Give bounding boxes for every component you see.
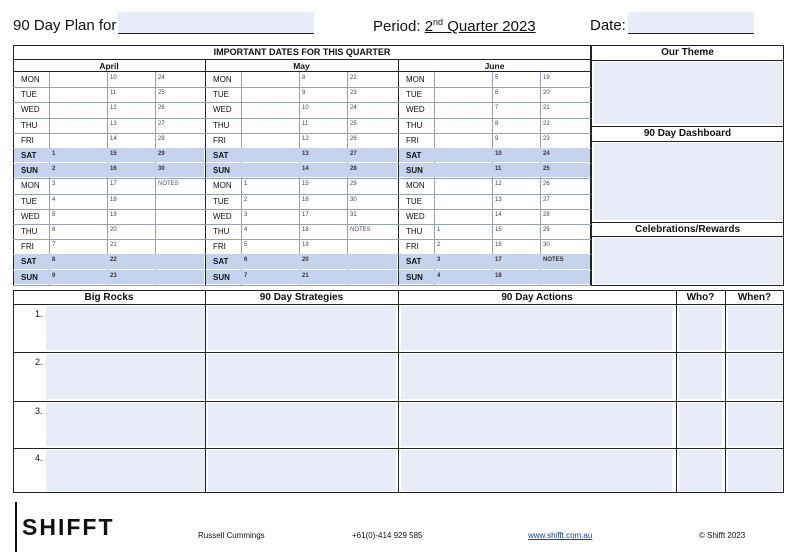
who-field[interactable] — [679, 450, 722, 491]
weekday-label: TUE — [21, 90, 37, 100]
weekday-label: TUE — [406, 90, 422, 100]
action-field[interactable] — [401, 403, 672, 446]
date-number[interactable]: 23 — [543, 135, 550, 142]
strategy-field[interactable] — [208, 450, 396, 491]
date-number[interactable]: 24 — [543, 151, 550, 157]
notes-label[interactable]: NOTES — [543, 257, 564, 264]
weekday-label: THU — [406, 120, 423, 130]
weekday-label: TUE — [21, 196, 37, 206]
date-number[interactable]: 24 — [158, 75, 165, 81]
date-number[interactable]: 9 — [52, 272, 56, 279]
date-number[interactable]: 30 — [350, 196, 357, 203]
date-number[interactable]: 3 — [244, 211, 248, 218]
date-number[interactable]: 1 — [244, 181, 248, 188]
divider — [13, 285, 205, 286]
date-number[interactable]: 7 — [244, 272, 248, 279]
date-number[interactable]: 27 — [158, 120, 165, 127]
who-field[interactable] — [679, 306, 722, 350]
date-number[interactable]: 18 — [110, 196, 117, 203]
date-number[interactable]: 30 — [158, 166, 165, 173]
who-header: Who? — [686, 292, 715, 303]
weekday-label: SAT — [406, 257, 422, 267]
date-number[interactable]: 24 — [350, 105, 357, 112]
weekday-label: TUE — [406, 196, 422, 206]
weekday-label: FRI — [406, 135, 419, 145]
date-number[interactable]: 5 — [244, 242, 248, 249]
date-number[interactable]: 10 — [495, 151, 502, 157]
theme-field[interactable] — [594, 62, 782, 124]
divider — [13, 352, 784, 353]
date-number[interactable]: 26 — [543, 181, 550, 188]
weekday-label: WED — [406, 105, 425, 115]
date-number[interactable]: 6 — [495, 90, 499, 97]
date-number[interactable]: 31 — [350, 211, 357, 218]
divider — [398, 290, 399, 493]
divider — [676, 290, 677, 493]
weekday-label: SUN — [213, 166, 230, 176]
period-value: 2nd Quarter 2023 — [424, 17, 536, 35]
weekday-label: SAT — [21, 257, 37, 267]
notes-label[interactable]: NOTES — [158, 181, 179, 188]
weekday-label: SUN — [406, 166, 423, 176]
date-number[interactable]: 18 — [495, 272, 502, 279]
date-number[interactable]: 12 — [302, 135, 309, 142]
date-number[interactable]: 5 — [495, 75, 499, 81]
date-number[interactable]: 29 — [350, 181, 357, 188]
big-rock-field[interactable] — [46, 306, 205, 350]
actions-header: 90 Day Actions — [501, 292, 573, 303]
date-number[interactable]: 12 — [495, 181, 502, 188]
date-number[interactable]: 23 — [350, 90, 357, 97]
date-number[interactable]: 1 — [52, 151, 56, 157]
month-title: May — [293, 61, 310, 71]
date-number[interactable]: 13 — [495, 196, 502, 203]
date-number[interactable]: 26 — [158, 105, 165, 112]
date-number[interactable]: 12 — [110, 105, 117, 112]
date-number[interactable]: 17 — [110, 181, 117, 188]
footer-website-link[interactable]: www.shifft.com.au — [528, 531, 593, 540]
celebrations-title: Celebrations/Rewards — [634, 224, 741, 235]
date-number[interactable]: 2 — [244, 196, 248, 203]
strategy-field[interactable] — [208, 354, 396, 399]
date-number[interactable]: 22 — [543, 120, 550, 127]
date-number[interactable]: 7 — [52, 242, 56, 249]
strategy-field[interactable] — [208, 403, 396, 446]
date-number[interactable]: 1 — [437, 227, 441, 233]
date-number[interactable]: 9 — [495, 135, 499, 142]
date-number[interactable]: 4 — [437, 272, 441, 279]
date-number[interactable]: 19 — [302, 242, 309, 249]
date-number[interactable]: 21 — [543, 105, 550, 112]
row-number: 2. — [35, 357, 43, 367]
period — [373, 17, 536, 35]
action-field[interactable] — [401, 354, 672, 399]
date-number[interactable]: 2 — [437, 242, 441, 249]
date-label: Date: — [590, 17, 626, 34]
theme-title: Our Theme — [661, 47, 714, 58]
divider — [591, 236, 784, 237]
footer-copyright: © Shifft 2023 — [699, 531, 746, 540]
who-field[interactable] — [679, 354, 722, 399]
date-number[interactable]: 15 — [302, 181, 309, 188]
footer-phone: +61(0)-414 929 585 — [352, 531, 423, 540]
date-number[interactable]: 4 — [52, 196, 56, 203]
divider — [591, 126, 784, 127]
date-number[interactable]: 10 — [302, 105, 309, 112]
action-field[interactable] — [401, 306, 672, 350]
weekday-label: WED — [213, 105, 232, 115]
action-field[interactable] — [401, 450, 672, 491]
big-rock-field[interactable] — [46, 403, 205, 446]
date-number[interactable]: 11 — [110, 90, 117, 97]
date-number[interactable]: 17 — [302, 211, 309, 218]
divider — [725, 290, 726, 493]
dashboard-field[interactable] — [594, 143, 782, 220]
date-underline — [628, 33, 754, 34]
date-number[interactable]: 19 — [543, 75, 550, 81]
date-number[interactable]: 8 — [52, 257, 56, 264]
date-number[interactable]: 15 — [495, 227, 502, 233]
weekday-label: WED — [21, 211, 40, 221]
weekday-label: MON — [406, 75, 425, 84]
when-field[interactable] — [728, 354, 782, 399]
date-number[interactable]: 26 — [350, 135, 357, 142]
big-rock-field[interactable] — [46, 354, 205, 399]
weekday-label: THU — [213, 120, 230, 130]
weekday-label: MON — [21, 181, 40, 191]
date-number[interactable]: 20 — [302, 257, 309, 264]
date-number[interactable]: 28 — [350, 166, 357, 173]
footer-rule — [15, 502, 17, 552]
date-number[interactable]: 14 — [495, 211, 502, 218]
date-number[interactable]: 22 — [350, 75, 357, 81]
weekday-label: SAT — [406, 151, 422, 160]
date-number[interactable]: 16 — [495, 242, 502, 249]
weekday-label: TUE — [213, 90, 229, 100]
date-number[interactable]: 2 — [52, 166, 56, 173]
date-number[interactable]: 28 — [543, 211, 550, 218]
when-header: When? — [737, 292, 772, 303]
when-field[interactable] — [728, 450, 782, 491]
date-number[interactable]: 27 — [350, 151, 357, 157]
weekday-label: THU — [21, 227, 38, 236]
weekday-label: WED — [21, 105, 40, 115]
weekday-label: FRI — [21, 135, 34, 145]
important-dates-title: IMPORTANT DATES FOR THIS QUARTER — [213, 47, 391, 57]
divider — [205, 285, 398, 286]
date-number[interactable]: 6 — [244, 257, 248, 264]
date-number[interactable]: 9 — [302, 90, 306, 97]
weekday-label: TUE — [213, 196, 229, 206]
weekday-label: THU — [213, 227, 230, 236]
date-field[interactable] — [628, 12, 754, 33]
weekday-label: FRI — [213, 242, 226, 252]
divider — [13, 59, 591, 60]
date-number[interactable]: 8 — [302, 75, 306, 81]
weekday-label: MON — [406, 181, 425, 191]
divider — [205, 290, 206, 493]
footer-name: Russell Cummings — [198, 531, 265, 540]
date-number[interactable]: 30 — [543, 242, 550, 249]
strategy-field[interactable] — [208, 306, 396, 350]
weekday-label: SUN — [406, 272, 423, 282]
weekday-label: MON — [213, 75, 232, 84]
date-number[interactable]: 29 — [158, 151, 165, 157]
divider — [591, 222, 784, 223]
weekday-label: FRI — [21, 242, 34, 252]
divider — [398, 285, 591, 286]
weekday-label: SUN — [21, 166, 38, 176]
divider — [13, 448, 784, 449]
date-number[interactable]: 4 — [244, 227, 248, 233]
weekday-label: SUN — [213, 272, 230, 282]
divider — [13, 401, 784, 402]
weekday-label: THU — [406, 227, 423, 236]
date-number[interactable]: 18 — [302, 227, 309, 233]
weekday-label: FRI — [213, 135, 226, 145]
date-number[interactable]: 11 — [495, 166, 502, 173]
date-number[interactable]: 25 — [350, 120, 357, 127]
row-number: 4. — [35, 453, 43, 463]
dashboard-title: 90 Day Dashboard — [643, 128, 732, 139]
who-field[interactable] — [679, 403, 722, 446]
notes-label[interactable]: NOTES — [350, 227, 371, 233]
date-number[interactable]: 13 — [302, 151, 309, 157]
row-number: 1. — [35, 309, 43, 319]
date-number[interactable]: 11 — [302, 120, 309, 127]
date-number[interactable]: 25 — [543, 166, 550, 173]
date-number[interactable]: 3 — [437, 257, 441, 264]
date-number[interactable]: 6 — [52, 227, 56, 233]
date-number[interactable]: 10 — [110, 75, 117, 81]
weekday-label: SAT — [213, 257, 229, 267]
celebrations-field[interactable] — [594, 238, 782, 284]
divider — [591, 141, 784, 142]
date-number[interactable]: 16 — [110, 166, 117, 173]
date-number[interactable]: 27 — [543, 196, 550, 203]
when-field[interactable] — [728, 403, 782, 446]
weekday-label: SAT — [21, 151, 37, 160]
date-number[interactable]: 20 — [110, 227, 117, 233]
date-number[interactable]: 21 — [110, 242, 117, 249]
date-number[interactable]: 21 — [302, 272, 309, 279]
date-number[interactable]: 14 — [110, 135, 117, 142]
date-number[interactable]: 28 — [158, 135, 165, 142]
date-number[interactable]: 29 — [543, 227, 550, 233]
date-number[interactable]: 25 — [158, 90, 165, 97]
strategies-header: 90 Day Strategies — [259, 292, 344, 303]
date-number[interactable]: 22 — [110, 257, 117, 264]
date-number[interactable]: 19 — [110, 211, 117, 218]
plan-for-label: 90 Day Plan for — [13, 17, 117, 34]
date-number[interactable]: 5 — [52, 211, 56, 218]
weekday-label: SUN — [21, 272, 38, 282]
shifft-logo: SHIFFT — [22, 514, 115, 540]
divider — [591, 60, 784, 61]
row-number: 3. — [35, 406, 43, 416]
date-number[interactable]: 3 — [52, 181, 56, 188]
weekday-label: WED — [213, 211, 232, 221]
month-title: April — [99, 61, 119, 71]
date-number[interactable]: 16 — [302, 196, 309, 203]
date-number[interactable]: 23 — [110, 272, 117, 279]
date-number[interactable]: 17 — [495, 257, 502, 264]
when-field[interactable] — [728, 306, 782, 350]
date-number[interactable]: 7 — [495, 105, 499, 112]
period-label: Period: — [373, 18, 421, 35]
date-number[interactable]: 14 — [302, 166, 309, 173]
big-rock-field[interactable] — [46, 450, 205, 491]
weekday-label: MON — [213, 181, 232, 191]
weekday-label: SAT — [213, 151, 229, 160]
date-number[interactable]: 13 — [110, 120, 117, 127]
big-rocks-header: Big Rocks — [84, 292, 134, 303]
month-title: June — [484, 61, 505, 71]
weekday-label: THU — [21, 120, 38, 130]
date-number[interactable]: 20 — [543, 90, 550, 97]
plan-for-field[interactable] — [118, 12, 314, 33]
weekday-label: MON — [21, 75, 40, 84]
date-number[interactable]: 15 — [110, 151, 117, 157]
plan-for-underline — [118, 33, 314, 34]
date-number[interactable]: 8 — [495, 120, 499, 127]
weekday-label: WED — [406, 211, 425, 221]
weekday-label: FRI — [406, 242, 419, 252]
